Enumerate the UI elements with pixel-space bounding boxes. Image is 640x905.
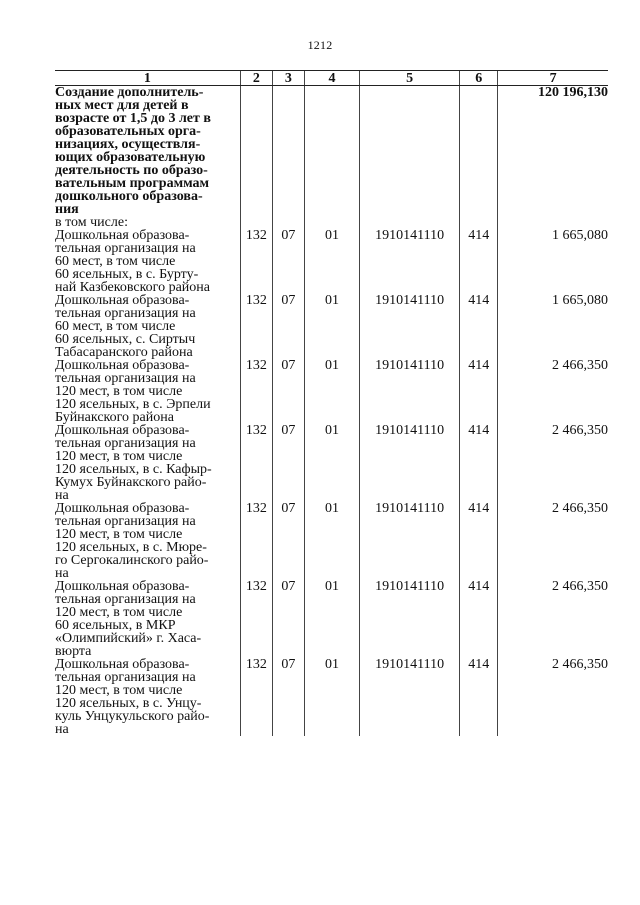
expense-type-code: 414: [460, 294, 498, 359]
section-code: 132: [240, 424, 272, 502]
amount-value: 1 665,080: [498, 229, 608, 294]
target-article-code: 1910141110: [360, 229, 460, 294]
budget-table: [55, 70, 608, 736]
row-name: Дошкольная образова- тельная организация на 60 мест, в том числе 60 ясельных, с. Сиртыч Табасаранского района: [55, 293, 196, 360]
expense-type-code: 414: [460, 658, 498, 736]
expense-type-code: 414: [460, 580, 498, 658]
row-name: Дошкольная образова- тельная организация на 60 мест, в том числе 60 ясельных, в с. Бурту- най Казбековского района: [55, 228, 210, 295]
amount-value: 1 665,080: [498, 294, 608, 359]
header-col-2: 2: [240, 71, 272, 86]
subsection-code: 07: [272, 229, 304, 294]
table-row: [55, 424, 608, 502]
subsection-code: 07: [272, 294, 304, 359]
section-subhead: в том числе:: [55, 215, 128, 230]
header-col-6: 6: [460, 71, 498, 86]
expense-type-code: 414: [460, 424, 498, 502]
row-name: Дошкольная образова- тельная организация на 120 мест, в том числе 120 ясельных, в с. Мюре- го Сергокалинского райо- на: [55, 501, 209, 581]
paragraph-code: 01: [304, 359, 359, 424]
paragraph-code: 01: [304, 229, 359, 294]
section-code: 132: [240, 229, 272, 294]
section-code: 132: [240, 294, 272, 359]
table-row: [55, 294, 608, 359]
paragraph-code: 01: [304, 658, 359, 736]
section-total: 120 196,130: [498, 86, 608, 217]
section-code: 132: [240, 658, 272, 736]
subsection-code: 07: [272, 359, 304, 424]
subsection-code: 07: [272, 658, 304, 736]
table-row: [55, 658, 608, 736]
section-code: 132: [240, 359, 272, 424]
table-row: [55, 229, 608, 294]
header-col-7: 7: [498, 71, 608, 86]
section-title: Создание дополнитель- ных мест для детей в возрасте от 1,5 до 3 лет в образовательных орга- низациях, осуществля- ющих образовательную деятельность по образо- вательным программам дошкольного образова- ния: [55, 85, 211, 217]
target-article-code: 1910141110: [360, 658, 460, 736]
table-header-row: [55, 71, 608, 86]
header-col-5: 5: [360, 71, 460, 86]
target-article-code: 1910141110: [360, 294, 460, 359]
row-name: Дошкольная образова- тельная организация на 120 мест, в том числе 60 ясельных, в МКР «Олимпийский» г. Хаса- вюрта: [55, 579, 202, 659]
amount-value: 2 466,350: [498, 658, 608, 736]
table-row: [55, 502, 608, 580]
header-col-1: 1: [55, 71, 240, 86]
paragraph-code: 01: [304, 580, 359, 658]
amount-value: 2 466,350: [498, 424, 608, 502]
target-article-code: 1910141110: [360, 502, 460, 580]
section-code: 132: [240, 502, 272, 580]
row-name: Дошкольная образова- тельная организация на 120 мест, в том числе 120 ясельных, в с. Унцу- куль Унцукульского райо- на: [55, 657, 210, 737]
subsection-code: 07: [272, 580, 304, 658]
amount-value: 2 466,350: [498, 502, 608, 580]
expense-type-code: 414: [460, 359, 498, 424]
row-name: Дошкольная образова- тельная организация на 120 мест, в том числе 120 ясельных, в с. Эрпели Буйнакского района: [55, 358, 211, 425]
table-row: [55, 359, 608, 424]
header-col-3: 3: [272, 71, 304, 86]
section-row: [55, 86, 608, 217]
amount-value: 2 466,350: [498, 359, 608, 424]
section-code: 132: [240, 580, 272, 658]
table-row: [55, 580, 608, 658]
header-col-4: 4: [304, 71, 359, 86]
paragraph-code: 01: [304, 502, 359, 580]
subsection-code: 07: [272, 502, 304, 580]
target-article-code: 1910141110: [360, 580, 460, 658]
paragraph-code: 01: [304, 294, 359, 359]
expense-type-code: 414: [460, 229, 498, 294]
target-article-code: 1910141110: [360, 424, 460, 502]
target-article-code: 1910141110: [360, 359, 460, 424]
subsection-code: 07: [272, 424, 304, 502]
amount-value: 2 466,350: [498, 580, 608, 658]
paragraph-code: 01: [304, 424, 359, 502]
page-number: 1212: [307, 38, 333, 52]
expense-type-code: 414: [460, 502, 498, 580]
row-name: Дошкольная образова- тельная организация на 120 мест, в том числе 120 ясельных, в с. Кафыр- Кумух Буйнакского райо- на: [55, 423, 212, 503]
